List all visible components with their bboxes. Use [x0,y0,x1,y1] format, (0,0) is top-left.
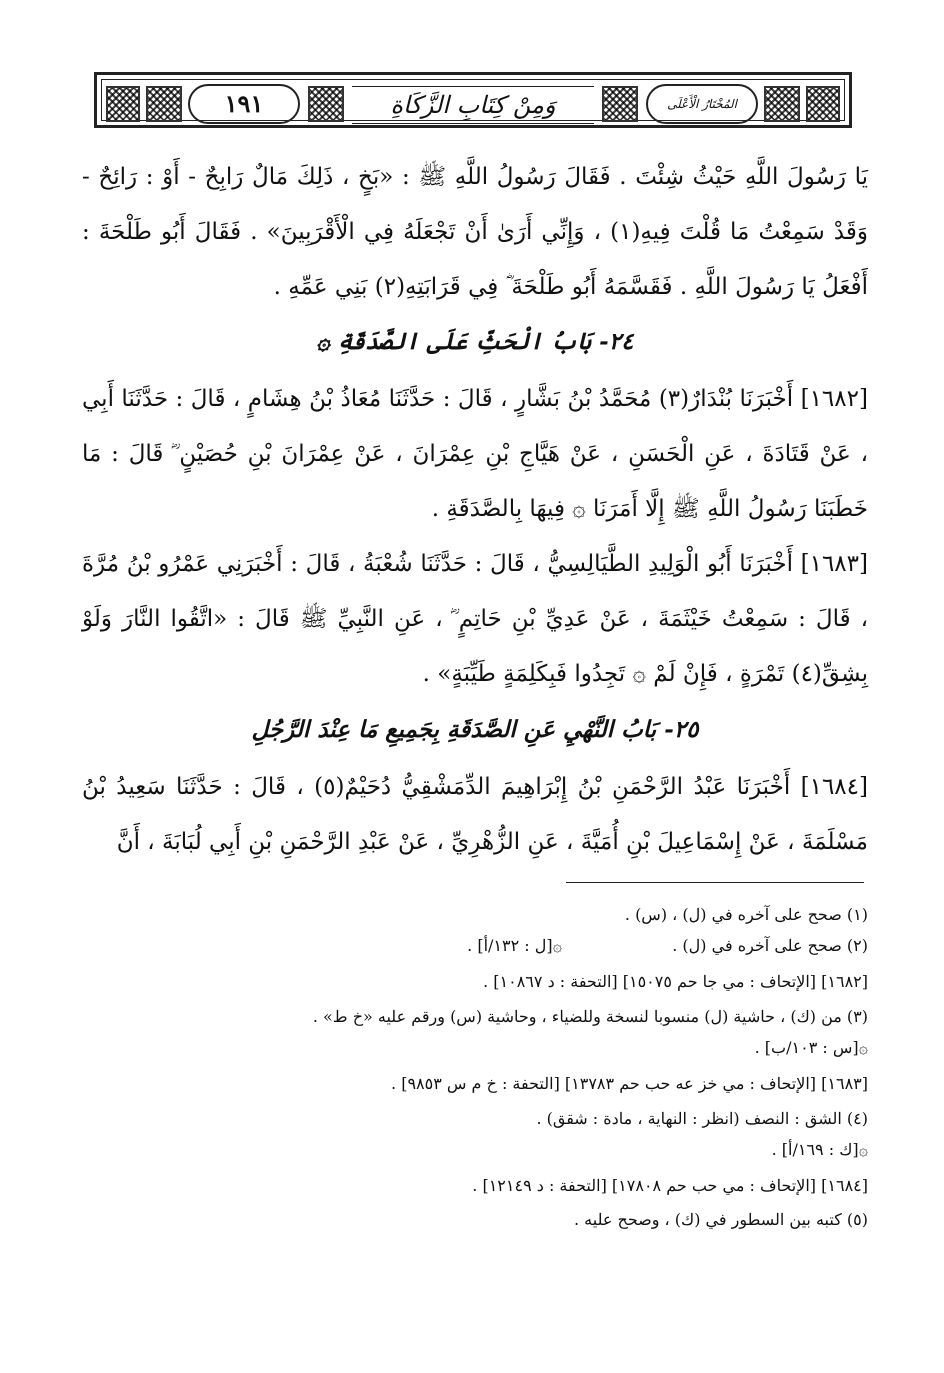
page-number: ١٩١ [188,84,300,124]
footnote-3: (٣) من (ك) ، حاشية (ل) منسوبا لنسخة وللضياء ، وحاشية (س) ورقم عليه «خ ط» . [312,1007,868,1026]
chapter-heading-24: ٢٤- بَابُ الْحَثِّ عَلَى الصَّدَقَةِ ۞ [316,328,634,355]
intro-text: يَا رَسُولَ اللَّهِ حَيْثُ شِئْتَ . فَقَالَ رَسُولُ اللَّهِ ﷺ : «بَخٍ ، ذَلِكَ مَالٌ رَابِحٌ - أَوْ : رَائِحٌ - وَقَدْ سَمِعْتُ مَا قُلْتَ فِيهِ(١) ، وَإِنِّي أَرَىٰ أَنْ تَجْعَلَهُ فِي الْأَقْرَبِينَ» . فَقَالَ أَبُو طَلْحَةَ : أَفْعَلُ يَا رَسُولَ اللَّهِ . فَقَسَّمَهُ أَبُو طَلْحَةَ ؓ فِي قَرَابَتِهِ(٢) بَنِي عَمِّهِ . [82,164,868,300]
footnote-2: (٢) صحح على آخره في (ل) . [672,936,868,955]
hadith-1682-text: [١٦٨٢] أَخْبَرَنَا بُنْدَارٌ(٣) مُحَمَّدُ بْنُ بَشَّارٍ ، قَالَ : حَدَّثَنَا مُعَاذُ بْنُ هِشَامٍ ، قَالَ : حَدَّثَنَا أَبِي ، عَنْ قَتَادَةَ ، عَنِ الْحَسَنِ ، عَنْ هَيَّاجِ بْنِ عِمْرَانَ ، عَنْ عِمْرَانَ بْنِ حُصَيْنٍ ؓ قَالَ : مَا خَطَبَنَا رَسُولُ اللَّهِ ﷺ إِلَّا أَمَرَنَا ۞ فِيهَا بِالصَّدَقَةِ . [82,386,868,522]
footnote-1: (١) صحح على آخره في (ل) ، (س) . [624,905,868,924]
takhrij-1683: [١٦٨٣] [الإتحاف : مي خز عه حب حم ١٣٧٨٣] [التحفة : خ م س ٩٨٥٣] . [391,1074,868,1093]
intro-paragraph [82,150,868,315]
footnote-4-ref: ۞[ك : ١٦٩/أ] . [771,1140,868,1159]
footnote-2-ref: ۞[ل : ١٣٢/أ] . [467,936,562,955]
ornament-icon [602,86,638,122]
footnote-separator [566,882,864,883]
header-seal: المُخْتَارُ الْأَعْلَى [646,84,758,124]
hadith-1684-text: [١٦٨٤] أَخْبَرَنَا عَبْدُ الرَّحْمَنِ بْنُ إِبْرَاهِيمَ الدِّمَشْقِيُّ دُحَيْمٌ(٥) ، قَالَ : حَدَّثَنَا سَعِيدُ بْنُ مَسْلَمَةَ ، عَنْ إِسْمَاعِيلَ بْنِ أُمَيَّةَ ، عَنِ الزُّهْرِيِّ ، عَنْ عَبْدِ الرَّحْمَنِ بْنِ أَبِي لُبَابَةَ ، أَنَّ [82,774,868,855]
footnotes [82,900,868,1240]
takhrij-1684: [١٦٨٤] [الإتحاف : مي حب حم ١٧٨٠٨] [التحفة : د ١٢١٤٩] . [472,1176,868,1195]
page-header [94,72,852,128]
header-inner-frame [101,79,845,121]
chapter-heading-25: ٢٥- بَابُ النَّهْيِ عَنِ الصَّدَقَةِ بِجَمِيعِ مَا عِنْدَ الرَّجُلِ [251,716,699,743]
hadith-1682 [82,372,868,537]
footnote-4: (٤) الشق : النصف (انظر : النهاية ، مادة : شقق) . [536,1109,868,1128]
hadith-1684 [82,760,868,870]
hadith-1683 [82,537,868,702]
takhrij-1682: [١٦٨٢] [الإتحاف : مي جا حم ١٥٠٧٥] [التحفة : د ١٠٨٦٧] . [483,972,868,991]
footnote-5: (٥) كتبه بين السطور في (ك) ، وصحح عليه . [573,1210,868,1229]
ornament-icon [806,86,840,122]
ornament-icon [106,86,140,122]
ornament-icon [146,86,182,122]
hadith-1683-text: [١٦٨٣] أَخْبَرَنَا أَبُو الْوَلِيدِ الطَّيَالِسِيُّ ، قَالَ : حَدَّثَنَا شُعْبَةُ ، قَالَ : أَخْبَرَنِي عَمْرُو بْنُ مُرَّةَ ، قَالَ : سَمِعْتُ خَيْثَمَةَ ، عَنْ عَدِيِّ بْنِ حَاتِمٍ ؓ ، عَنِ النَّبِيِّ ﷺ قَالَ : «اتَّقُوا النَّارَ وَلَوْ بِشِقِّ(٤) تَمْرَةٍ ، فَإِنْ لَمْ ۞ تَجِدُوا فَبِكَلِمَةٍ طَيِّبَةٍ» . [82,551,868,687]
ornament-icon [764,86,800,122]
running-title: وَمِنْ كِتَابِ الزَّكَاةِ [352,86,594,124]
footnote-3-ref: ۞[س : ١٠٣/ب] . [754,1038,868,1057]
ornament-icon [308,86,344,122]
